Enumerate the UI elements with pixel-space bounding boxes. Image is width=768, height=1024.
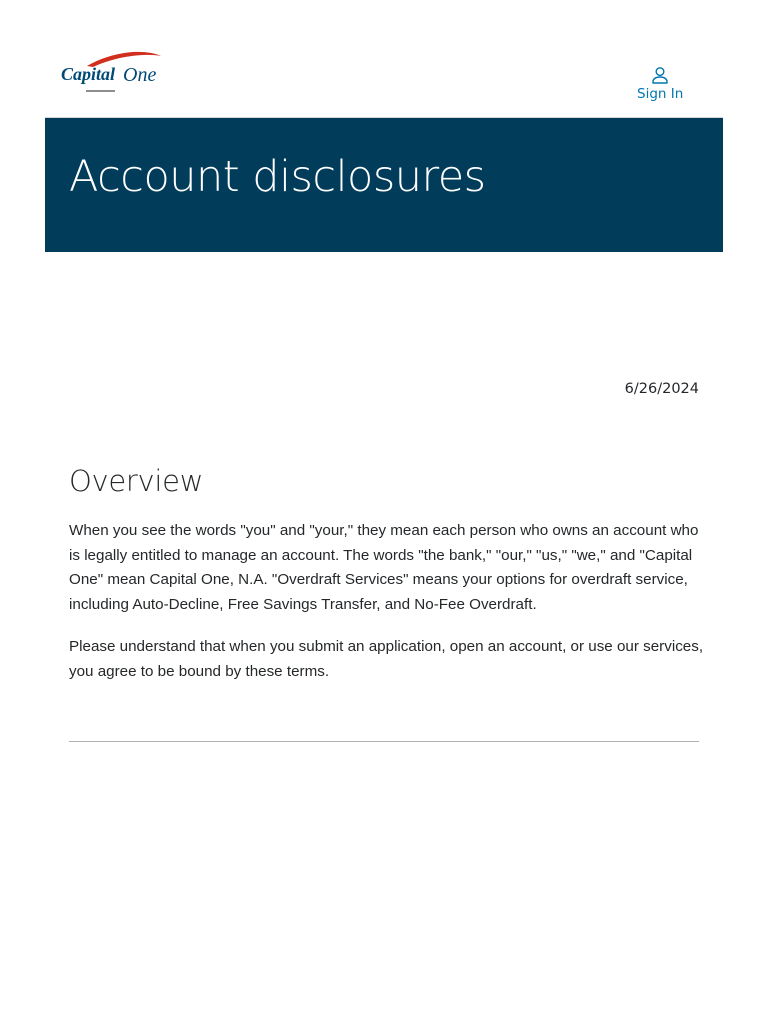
- capital-one-logo-image: [61, 50, 163, 92]
- capital-one-logo[interactable]: [61, 50, 163, 92]
- svg-text:Capital: Capital: [61, 64, 116, 84]
- hero-banner: [45, 118, 723, 252]
- section-divider: [69, 741, 699, 742]
- overview-paragraph-agreement: Please understand that when you submit an application, open an account, or use our services, you agree to be bound by these terms.: [69, 638, 704, 680]
- section-title-overview: Overview: [69, 464, 204, 498]
- svg-text:One: One: [123, 64, 157, 86]
- user-icon: [651, 66, 669, 84]
- overview-paragraph-definitions: When you see the words "you" and "your," they mean each person who owns an account who is legally entitled to manage an account. The words "the bank," "our," "us," "we," and "Capital One" mean Capital One, N.A. "Overdraft Services" means your options for overdraft service, including Auto-Decline, Free Savings Transfer, and No-Fee Overdraft.: [69, 522, 699, 613]
- effective-date: 6/26/2024: [624, 381, 699, 397]
- page-title: Account disclosures: [69, 152, 486, 202]
- sign-in-label: Sign In: [637, 86, 684, 102]
- sign-in-link[interactable]: [637, 66, 683, 108]
- site-header: [45, 0, 723, 118]
